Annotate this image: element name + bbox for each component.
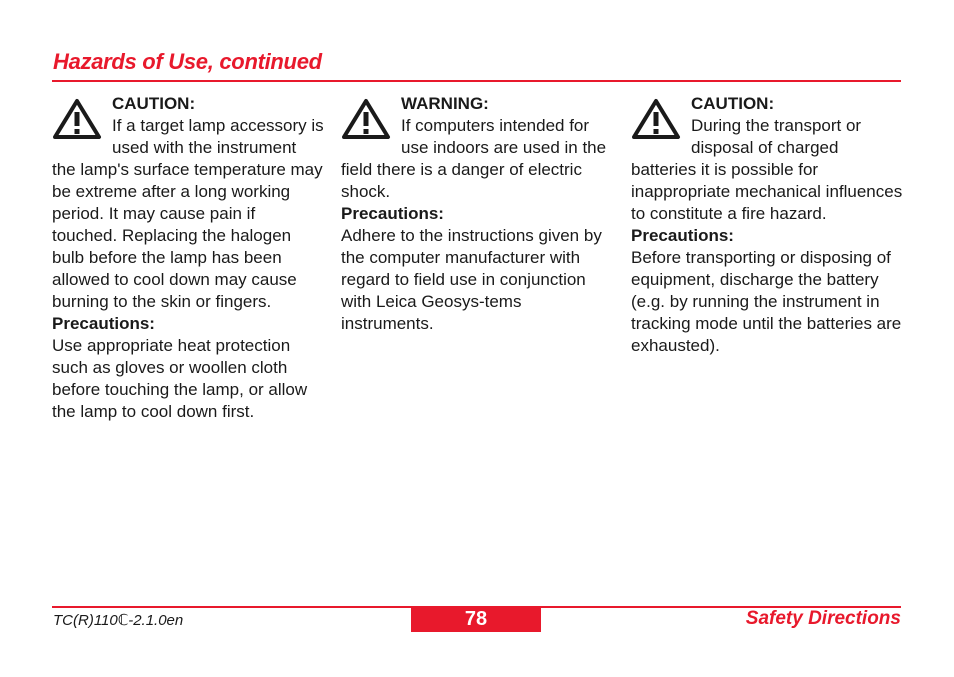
caution-column-target-lamp [52, 93, 324, 423]
page-number: 78 [411, 606, 541, 632]
warning-triangle-icon [52, 97, 104, 143]
warning-triangle-icon [631, 97, 683, 143]
caution-column-batteries [631, 93, 903, 357]
caution-text: If a target lamp accessory is used with the instrument the lamp's surface temperature may be extreme after a long working period. It may cause pain if touched. Replacing the halogen bulb before the lamp has been allowed to cool down may cause burning to the skin or fingers. [52, 116, 324, 311]
page-title: Hazards of Use, continued [53, 49, 322, 74]
document-id: TC(R)110ℂ-2.1.0en [53, 612, 184, 629]
precautions-text: Adhere to the instructions given by the computer manufacturer with regard to field use in conjunction with Leica Geosys-tems instruments. [341, 226, 602, 333]
warning-triangle-icon [341, 97, 393, 143]
precautions-heading: Precautions: [631, 226, 734, 245]
warning-text: If computers intended for use indoors are used in the field there is a danger of electric shock. [341, 116, 607, 201]
caution-text: During the transport or disposal of charged batteries it is possible for inappropriate mechanical influences to constitute a fire hazard. [631, 116, 903, 223]
warning-column-computers [341, 93, 613, 335]
precautions-text: Use appropriate heat protection such as gloves or woollen cloth before touching the lamp, or allow the lamp to cool down first. [52, 336, 308, 421]
precautions-text: Before transporting or disposing of equipment, discharge the battery (e.g. by running the instrument in tracking mode until the batteries are exhausted). [631, 248, 902, 355]
warning-heading: WARNING: [401, 94, 489, 113]
precautions-heading: Precautions: [341, 204, 444, 223]
caution-heading: CAUTION: [691, 94, 775, 113]
header-rule [52, 80, 901, 82]
section-title: Safety Directions [745, 608, 901, 629]
caution-heading: CAUTION: [112, 94, 196, 113]
precautions-heading: Precautions: [52, 314, 155, 333]
